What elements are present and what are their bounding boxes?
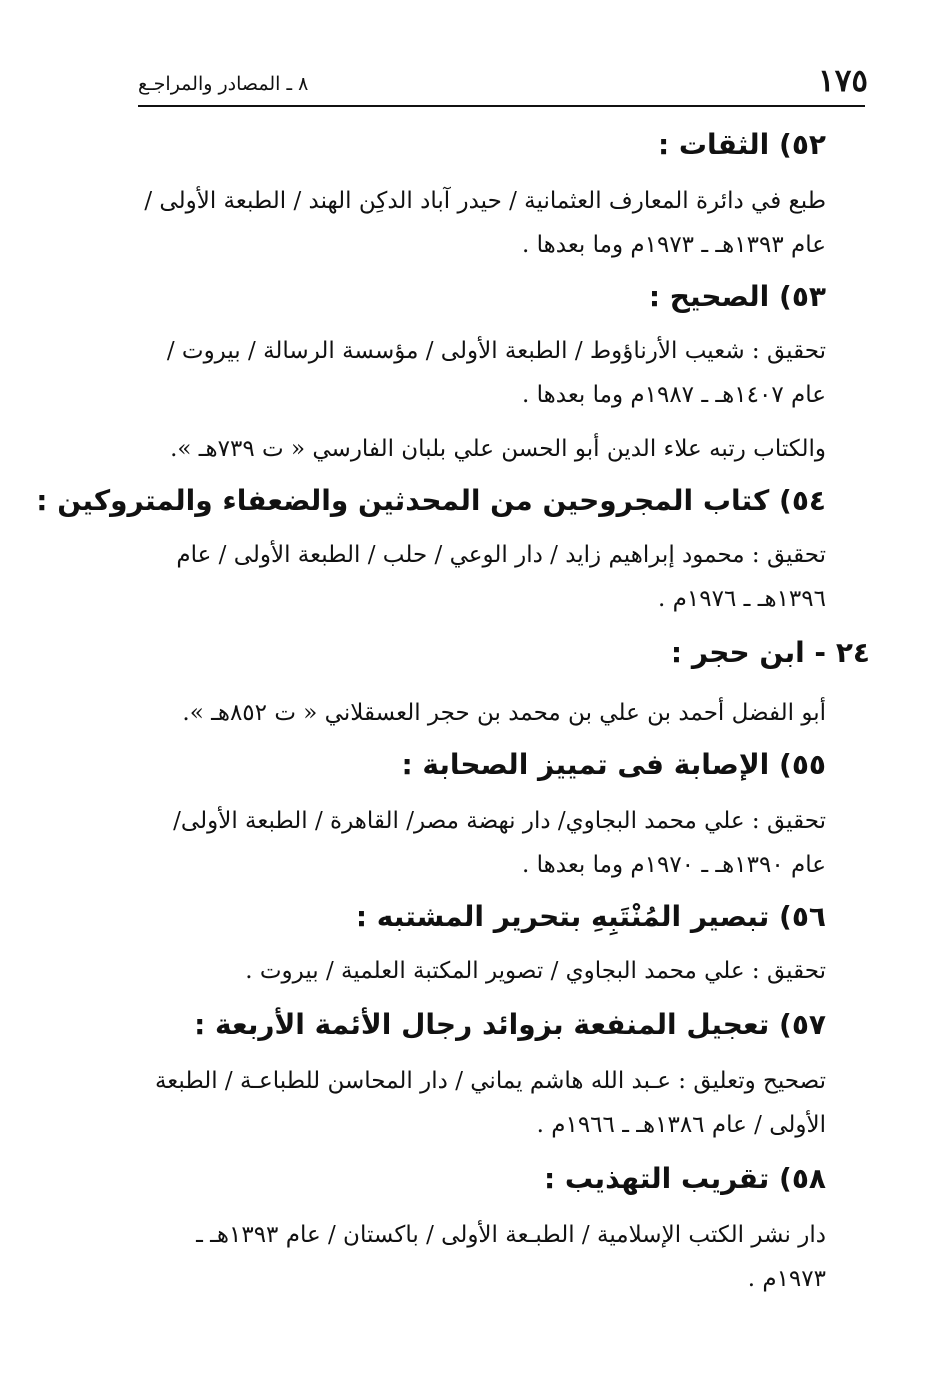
- reference-entry-58: [138, 1157, 826, 1301]
- author-heading: ٢٤ - ابن حجر :: [670, 636, 870, 669]
- entry-body: [138, 1059, 826, 1147]
- entry-line: ١٣٩٦هـ ـ ١٩٧٦م .: [658, 586, 826, 612]
- entry-title: ٥٥) الإصابة فى تمييز الصحابة :: [401, 748, 826, 781]
- reference-entry-55: [138, 743, 826, 887]
- entry-line: تحقيق : شعيب الأرناؤوط / الطبعة الأولى / مؤسسة الرسالة / بيروت /: [166, 338, 826, 364]
- reference-entry-53: [138, 275, 826, 471]
- entry-title: ٥٤) كتاب المجروحين من المحدثين والضعفاء والمتروكين :: [36, 484, 826, 517]
- reference-list: [36, 123, 870, 1301]
- entry-body: [138, 949, 826, 993]
- entry-body: [138, 329, 826, 471]
- entry-line: دار نشر الكتب الإسلامية / الطبـعة الأولى / باكستان / عام ١٣٩٣هـ ـ: [196, 1222, 826, 1248]
- entry-body: [138, 533, 826, 621]
- entry-line: ١٩٧٣م .: [747, 1266, 826, 1292]
- entry-line: الأولى / عام ١٣٨٦هـ ـ ١٩٦٦م .: [536, 1112, 826, 1138]
- page-header: [138, 62, 868, 106]
- entry-title: ٥٨) تقريب التهذيب :: [543, 1162, 826, 1195]
- entry-title: ٥٣) الصحيح :: [648, 280, 826, 313]
- reference-entry-54: [36, 479, 826, 621]
- running-head: ٨ ـ المصادر والمراجـع: [138, 73, 309, 95]
- entry-line: عام ١٣٩٠هـ ـ ١٩٧٠م وما بعدها .: [521, 852, 826, 878]
- entry-line: تصحيح وتعليق : عـبد الله هاشم يماني / دار المحاسن للطباعـة / الطبعة: [154, 1068, 826, 1094]
- reference-entry-57: [138, 1003, 826, 1147]
- entry-title: ٥٢) الثقات :: [657, 128, 826, 161]
- entry-body: [138, 1213, 826, 1301]
- header-divider: [138, 105, 865, 107]
- entry-line: طبع في دائرة المعارف العثمانية / حيدر آباد الدكِن الهند / الطبعة الأولى /: [144, 188, 826, 214]
- entry-line: أبو الفضل أحمد بن علي بن محمد بن حجر العسقلاني « ت ٨٥٢هـ ».: [182, 700, 826, 726]
- reference-entry-52: [138, 123, 826, 267]
- entry-body: [138, 799, 826, 887]
- reference-entry-56: [138, 895, 826, 993]
- entry-line: تحقيق : علي محمد البجاوي/ دار نهضة مصر/ القاهرة / الطبعة الأولى/: [173, 808, 826, 834]
- entry-note: والكتاب رتبه علاء الدين أبو الحسن علي بلبان الفارسي « ت ٧٣٩هـ ».: [170, 436, 826, 462]
- entry-line: عام ١٤٠٧هـ ـ ١٩٨٧م وما بعدها .: [521, 382, 826, 408]
- entry-line: تحقيق : علي محمد البجاوي / تصوير المكتبة العلمية / بيروت .: [245, 958, 826, 984]
- entry-body: [138, 179, 826, 267]
- author-section-24: [138, 631, 870, 735]
- entry-title: ٥٧) تعجيل المنفعة بزوائد رجال الأئمة الأربعة :: [194, 1008, 826, 1041]
- entry-line: عام ١٣٩٣هـ ـ ١٩٧٣م وما بعدها .: [521, 232, 826, 258]
- entry-line: تحقيق : محمود إبراهيم زايد / دار الوعي / حلب / الطبعة الأولى / عام: [176, 542, 826, 568]
- page-number: ١٧٥: [818, 63, 868, 99]
- author-bio: [138, 691, 826, 735]
- entry-title: ٥٦) تبصير المُنْتَبِهِ بتحرير المشتبه :: [355, 900, 826, 933]
